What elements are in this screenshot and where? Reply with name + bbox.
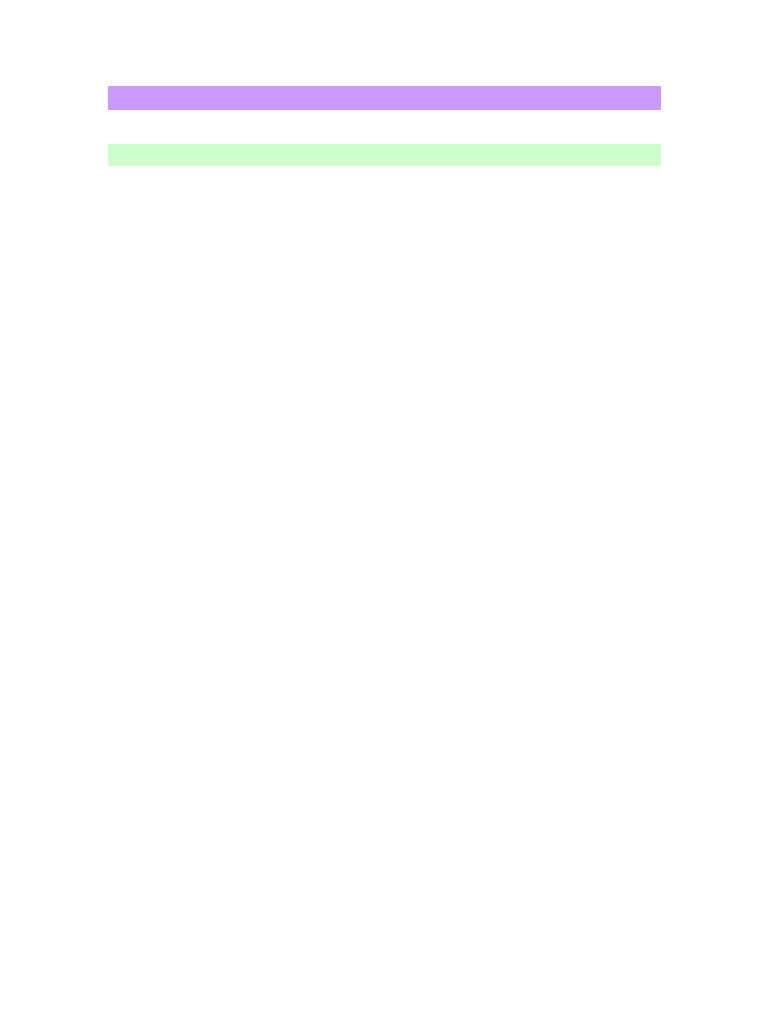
top-leaf-border [30, 30, 738, 46]
left-leaf-border [33, 50, 49, 965]
bottom-leaf-border [30, 968, 738, 984]
right-leaf-border [718, 50, 734, 965]
instruction-banner [108, 144, 661, 166]
title-banner [108, 86, 661, 110]
